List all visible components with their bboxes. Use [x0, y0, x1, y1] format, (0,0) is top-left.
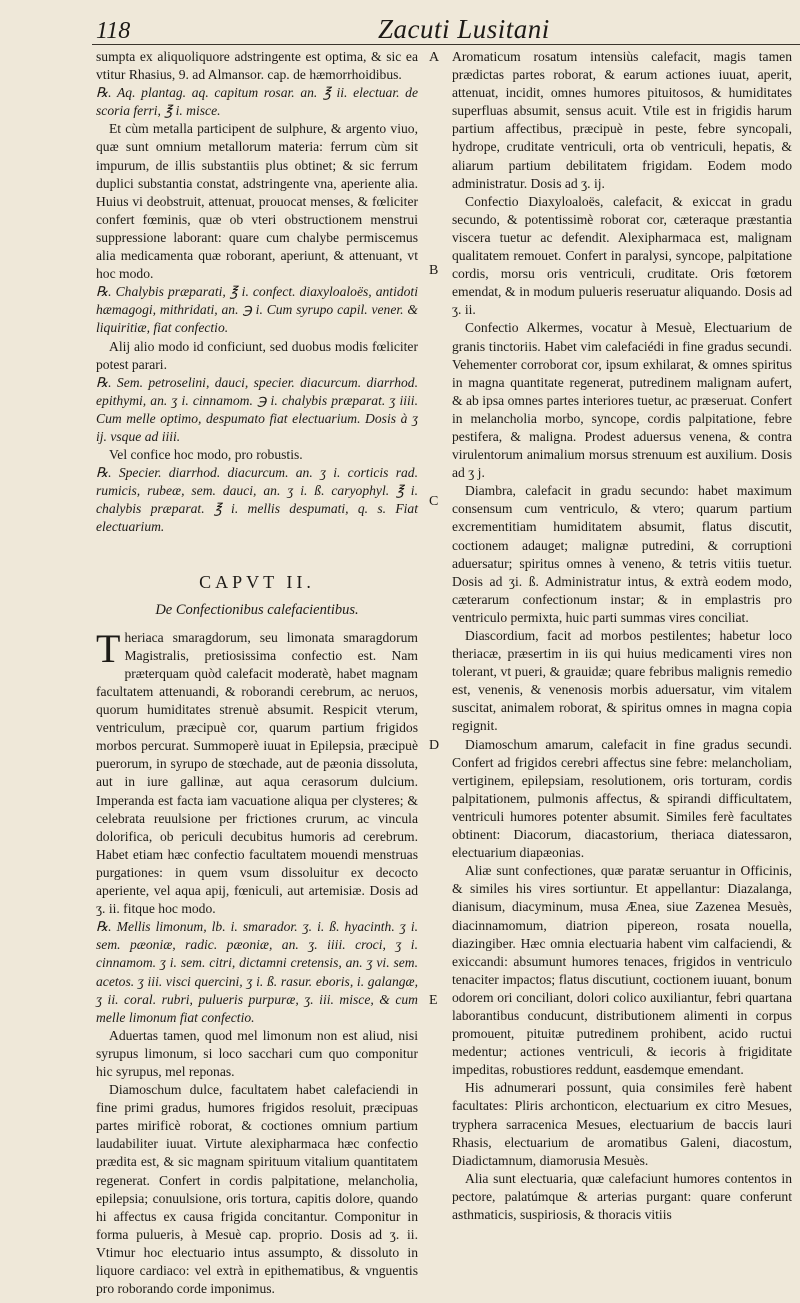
- recipe: ℞. Specier. diarrhod. diacurcum. an. ʒ i. corticis rad. rumicis, rubeæ, sem. dauci, an. ʒ i. ß. caryophyl. ℥ i. chalybis præparat. ℥ i. mellis despumati, q. s. Fiat electuarium.: [96, 465, 418, 535]
- paragraph: Alij alio modo id conficiunt, sed duobus modis fœliciter potest parari.: [96, 338, 418, 372]
- paragraph-text: heriaca smaragdorum, seu limonata smaragdorum Magistralis, pretiosissima confectio est. Nam præterquam quòd calefacit moderatè, habet magnam facultatem attenuandi, & roborandi cerebrum, ac neruos, quorum humiditates strenuè absumit. Respicit vterum, ventriculum, præcipuè cor, quarum partium frigidos morbos percurat. Summoperè iuuat in Epilepsia, præcipuè puerorum, in syrupo de stœchade, aut de pæonia dissoluta, aut in iure gallinæ, aut aqua cerasorum dulcium. Imperanda est facta iam vacuatione aliqua per clysteres; & celebrata reuulsione per frictiones crurum, ac vincula dolorifica, ob periculi decubitus humoris ad cerebrum. Habet etiam hæc confectio facultatem mouendi menstruas purgationes: in quem vsum dissoluitur ex decocto aperiente, vel aqua apij, fœniculi, aut artemisiæ. Dosis ad ʒ. ii. fitque hoc modo.: [96, 629, 418, 917]
- paragraph: Diamoschum dulce, facultatem habet calefaciendi in fine primi gradus, humores frigidos resoluit, præcipuas partes mirificè roborat, & coctiones omnium partium laudabiliter iuuat. Virtute alexipharmaca hæc confectio prædita est, & sic magnam spirituum vitalium quantitatem regenerat. Confert in cordis palpitatione, melancholia, epilepsia; conuulsione, oris tortura, capitis dolore, quando hi affectus ex causa frigida concitantur. Componitur in forma pulueris, à Mesuè cap. proprio. Dosis ad ʒ. ii. Vtimur hoc electuario intus assumpto, & dissoluto in liquore cardiaco: vel extrà in epithematibus, & vnguentis pro roborando corde imponimus.: [96, 1082, 418, 1297]
- recipe: ℞. Sem. petroselini, dauci, specier. diacurcum. diarrhod. epithymi, an. ʒ i. cinnamom. ℈ i. chalybis præparat. ʒ iiii. Cum melle optimo, despumato fiat electuarium. Dosis à ʒ ij. vsque ad iiii.: [96, 374, 418, 444]
- paragraph: His adnumerari possunt, quia consimiles ferè habent facultates: Pliris archonticon, electuarium ex citro Mesues, tryphera sarracenica Mesues, electuarium de baccis lauri Rhasis, electuarium de aromatibus Galeni, diacostum, Diadictamnum, diamorusia Mesuès.: [452, 1080, 792, 1168]
- left-column: [96, 48, 418, 1298]
- margin-letter: C: [429, 494, 439, 509]
- paragraph: Et cùm metalla participent de sulphure, & argento viuo, quæ sunt omnium metallorum materia: ferrum cùm sit impurum, de illis substantiis plus obtinet; & sic ferrum duplici substantia constat, adstringente vna, aperiente alia. Huius vi deobstruit, attenuat, prouocat menses, & fœliciter confert fœminis, quæ ob vteri obstructionem menstrui suppressione laborant: quare cum chalybe permiscemus alia medicamenta quæ roborant, aperiunt, & attenuant, vt hoc modo.: [96, 121, 418, 282]
- paragraph: Aduertas tamen, quod mel limonum non est aliud, nisi syrupus limonum, si loco sacchari cum quo componitur hic syrupus, mel reponas.: [96, 1027, 418, 1079]
- paragraph: Diamoschum amarum, calefacit in fine gradus secundi. Confert ad frigidos cerebri affectus sine febre: melancholiam, vertiginem, epilepsiam, resolutionem, oris torturam, cordis palpitationem, pulmonis affectus, & spirandi difficultatem, ventriculi humores potenter absumit. Similes ferè facultates obtinent: Diacorum, diacastorium, theriaca diatessaron, electuarium diapæonias.: [452, 736, 792, 861]
- paragraph: Diascordium, facit ad morbos pestilentes; habetur loco theriacæ, præsertim in iis qui huius medicamenti vires non tolerant, vt pueri, & grauidæ; quare febribus malignis remedio est, venenis, & venenosis morbis aduersatur, vim vitalem suscitat, animalem roborat, & spiritus omnes in magna copia regignit.: [452, 628, 792, 734]
- paragraph: Confectio Alkermes, vocatur à Mesuè, Electuarium de granis tinctoriis. Habet vim calefaciédi in fine gradus secundi. Vehementer corroborat cor, ipsum exhilarat, & omnes spiritus in magna quantitate regenerat, putredinem malignam aufert, & ab ipsa omnes partes interiores tuetur, ac præseruat. Confert in melancholia morbo, syncope, cordis palpitatione, febre pestifera, & maligna. Prodest aduersus venena, & contra virulentorum animalium morsus strenuum est auxilium. Dosis ad ʒ j.: [452, 320, 792, 481]
- page-number: 118: [96, 18, 131, 44]
- paragraph: Aromaticum rosatum intensiùs calefacit, magis tamen prædictas partes roborat, & earum actiones iuuat, aperit, attenuat, incidit, omnes humores pituitosos, & humiditates superfluas absumit, sensus acuit. Vtile est in frigidis harum partium affectibus, præcipuè in peste, febre syncopali, hydrope, cruditate ventriculi, orta ob ventriculi, hepatis, & aliarum partium debilitatem frigidam. Eodem modo administratur. Dosis ad ʒ. ij.: [452, 49, 792, 191]
- margin-letter: E: [429, 993, 438, 1008]
- header-rule: [92, 44, 800, 45]
- margin-letter: A: [429, 50, 440, 65]
- paragraph: Alia sunt electuaria, quæ calefaciunt humores contentos in pectore, palatúmque & arterias purgant: quare conferunt asthmaticis, suspiriosis, & thoracis vitiis: [452, 1170, 792, 1222]
- chapter-subheading: De Confectionibus calefacientibus.: [155, 601, 359, 618]
- paragraph: Diambra, calefacit in gradu secundo: habet maximum consensum cum ventriculo, & vtero; quarum partium excrementitiam humiditatem absumit, flatus discutit, coctionem adauget; malignæ putredini, & corruptioni aduersatur; spiritus omnes à veneno, & tetris vitiis tuetur. Dosis ad ʒi. ß. Administratur intus, & extrà eodem modo, cæterarum confectionum instar; & in emplastris pro ventriculo permixta, huic parti summas vires conciliat.: [452, 483, 792, 625]
- chapter-first-paragraph: [96, 625, 418, 919]
- paragraph: sumpta ex aliquoliquore adstringente est optima, & sic ea vtitur Rhasius, 9. ad Almansor. cap. de hæmorrhoidibus.: [96, 49, 418, 83]
- right-column: [452, 48, 792, 1224]
- recipe: ℞. Mellis limonum, lb. i. smarador. ʒ. i. ß. hyacinth. ʒ i. sem. pæoniæ, radic. pæoniæ, an. ʒ. iiii. croci, ʒ i. cinnamom. ʒ i. sem. citri, dictamni cretensis, an. ʒ vi. sem. acetos. ʒ iii. visci quercini, ʒ i. ß. rasur. eboris, i. galangæ, ʒ ii. coral. rubri, pulueris purpuræ, ʒ. iii. misce, & cum melle limonum fiat confectio.: [96, 919, 418, 1025]
- paragraph: Vel confice hoc modo, pro robustis.: [109, 447, 303, 463]
- running-title: Zacuti Lusitani: [378, 14, 550, 44]
- drop-cap: T: [96, 625, 121, 671]
- recipe: ℞. Aq. plantag. aq. capitum rosar. an. ℥ ii. electuar. de scoria ferri, ℥ i. misce.: [96, 85, 418, 119]
- margin-letter: B: [429, 263, 439, 278]
- chapter-heading: CAPVT II.: [199, 571, 315, 592]
- paragraph: Aliæ sunt confectiones, quæ paratæ seruantur in Officinis, & similes his vires sortiuntur. Et appellantur: Diazalanga, dianisum, diacyminum, musa Ænea, siue Zazenea Mesuès, diacinnamomum, diatrion pipereon, rosata nouella, diazingiber. Hæc omnia electuaria habent vim calfaciendi, & exiccandi: absumunt humores tenaces, frigidos in ventriculo tenaciter impactos; flatus discutiunt, coctionem iuuant, bonum odorem ori conciliant, dolori colico auxiliantur, febri quartana laborantibus conducunt, distributionem alimenti in corpus promouent, pituitæ putredinem prohibent, acido ructui medentur; actiones ventriculi, & iecoris à frigiditate impeditas, robustiores reddunt, easdemque emendant.: [452, 863, 792, 1078]
- paragraph: Confectio Diaxyloaloës, calefacit, & exiccat in gradu secundo, & potentissimè roborat cor, cæteraque præstantia viscera tuetur ac defendit. Alexipharmaca est, malignam qualitatem remouet. Confert in paralysi, syncope, palpitatione cordis, morsu oris ventriculi, cruditate. Oris fœtorem emendat, & in modum pulueris reseruatur aliquando. Dosis ad ʒ. ii.: [452, 193, 792, 318]
- recipe: ℞. Chalybis præparati, ℥ i. confect. diaxyloaloës, antidoti hæmagogi, mithridati, an. ℈ i. Cum syrupo capil. vener. & liquiritiæ, fiat confectio.: [96, 284, 418, 336]
- margin-letter: D: [429, 738, 440, 753]
